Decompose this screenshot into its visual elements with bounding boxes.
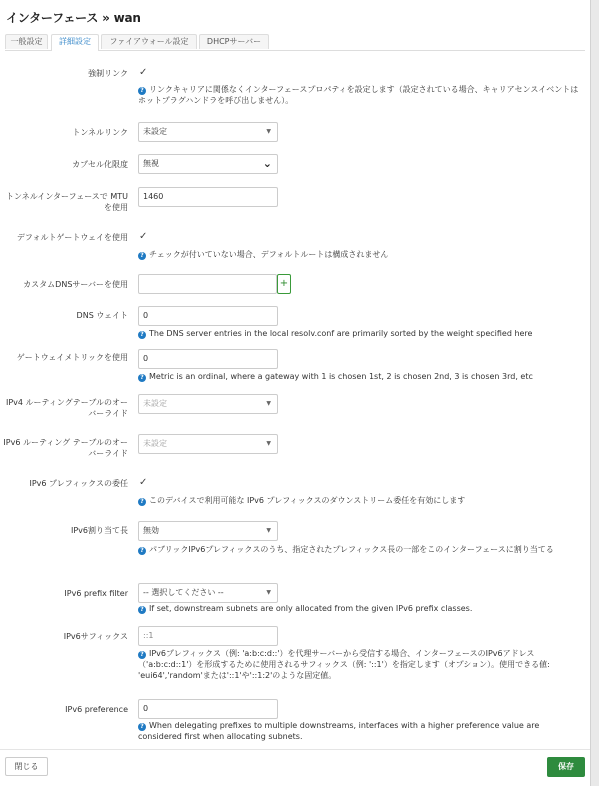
- default-gw-help: ? チェックが付いていない場合、デフォルトルートは構成されません: [138, 249, 583, 260]
- tunnel-link-label: トンネルリンク: [72, 128, 128, 137]
- ipv6-delegate-label: IPv6 プレフィックスの委任: [29, 479, 128, 488]
- ipv6-suffix-input[interactable]: ::1: [138, 626, 278, 646]
- dns-weight-input[interactable]: 0: [138, 306, 278, 326]
- caret-down-icon: ▼: [266, 400, 271, 407]
- gw-metric-label: ゲートウェイメトリックを使用: [16, 353, 128, 362]
- caret-down-icon: ▼: [266, 527, 271, 534]
- default-gw-checkbox[interactable]: ✓: [139, 231, 148, 242]
- ipv6-filter-select[interactable]: -- 選択してください -- ▼: [138, 583, 278, 603]
- help-icon: ?: [138, 723, 146, 731]
- caret-down-icon: ▼: [266, 589, 271, 596]
- help-icon: ?: [138, 252, 146, 260]
- ipv6-delegate-checkbox[interactable]: ✓: [139, 477, 148, 488]
- ipv4-table-select[interactable]: 未設定 ▼: [138, 394, 278, 414]
- footer-divider: [0, 749, 590, 750]
- scrollbar[interactable]: [590, 0, 599, 786]
- help-icon: ?: [138, 87, 146, 95]
- tab-general[interactable]: 一般設定: [5, 34, 48, 49]
- tunnel-mtu-input[interactable]: 1460: [138, 187, 278, 207]
- ipv6-assign-help: ? パブリックIPv6プレフィックスのうち、指定されたプレフィックス長の一部をこのインターフェースに割り当てる: [138, 544, 583, 555]
- default-gw-label: デフォルトゲートウェイを使用: [16, 233, 128, 242]
- ipv6-pref-help: ? When delegating prefixes to multiple downstreams, interfaces with a higher preference value are considered first when allocating subnets.: [138, 721, 540, 741]
- tab-dhcp[interactable]: DHCPサーバー: [199, 34, 269, 49]
- ipv4-table-label: IPv4 ルーティングテーブルのオーバーライド: [5, 398, 128, 418]
- tab-advanced[interactable]: 詳細設定: [51, 34, 99, 51]
- ipv6-filter-help: ? If set, downstream subnets are only allocated from the given IPv6 prefix classes.: [138, 603, 583, 614]
- force-link-label: 強制リンク: [88, 69, 128, 78]
- ipv6-pref-label: IPv6 preference: [65, 705, 128, 714]
- ipv6-pref-input[interactable]: 0: [138, 699, 278, 719]
- ipv6-filter-label: IPv6 prefix filter: [64, 589, 128, 598]
- ipv6-suffix-label: IPv6サフィックス: [63, 632, 128, 641]
- help-icon: ?: [138, 331, 146, 339]
- close-button[interactable]: 閉じる: [5, 757, 48, 776]
- help-icon: ?: [138, 651, 146, 659]
- help-icon: ?: [138, 374, 146, 382]
- gw-metric-help: ? Metric is an ordinal, where a gateway with 1 is chosen 1st, 2 is chosen 2nd, 3 is chosen 3rd, etc: [138, 371, 583, 382]
- ipv6-table-select[interactable]: 未設定 ▼: [138, 434, 278, 454]
- add-dns-button[interactable]: +: [277, 274, 291, 294]
- help-icon: ?: [138, 606, 146, 614]
- help-icon: ?: [138, 547, 146, 555]
- custom-dns-label: カスタムDNSサーバーを使用: [23, 280, 128, 289]
- ipv6-table-label: IPv6 ルーティング テーブルのオーバーライド: [3, 438, 128, 458]
- dns-weight-label: DNS ウェイト: [76, 311, 128, 320]
- encap-limit-select[interactable]: 無視 ⌄: [138, 154, 278, 174]
- tunnel-link-select[interactable]: 未設定 ▼: [138, 122, 278, 142]
- force-link-checkbox[interactable]: ✓: [139, 67, 148, 78]
- encap-limit-label: カプセル化限度: [72, 160, 128, 169]
- caret-down-icon: ▼: [266, 440, 271, 447]
- save-button[interactable]: 保存: [547, 757, 585, 777]
- gw-metric-input[interactable]: 0: [138, 349, 278, 369]
- tab-firewall[interactable]: ファイアウォール設定: [101, 34, 197, 49]
- dns-weight-help: ? The DNS server entries in the local resolv.conf are primarily sorted by the weight specified here: [138, 328, 583, 339]
- ipv6-assign-label: IPv6割り当て長: [70, 526, 128, 535]
- tunnel-mtu-label: トンネルインターフェースで MTUを使用: [5, 192, 128, 212]
- tab-bar: [5, 34, 585, 51]
- ipv6-suffix-help: ? IPv6プレフィックス（例: 'a:b:c:d::'）を代理サーバーから受信する場合、インターフェースのIPv6アドレス（'a:b:c:d::1'）を形成するために使用されるサフィックス（例: '::1'）を指定します（オプション）。使用できる値: 'eui64','random'または'::1'や'::1:2'のような固定値。: [138, 649, 550, 680]
- help-icon: ?: [138, 498, 146, 506]
- page-title: インターフェース » wan: [6, 11, 141, 25]
- ipv6-delegate-help: ? このデバイスで利用可能な IPv6 プレフィックスのダウンストリーム委任を有効にします: [138, 495, 583, 506]
- caret-down-icon: ▼: [266, 128, 271, 135]
- ipv6-assign-select[interactable]: 無効 ▼: [138, 521, 278, 541]
- chevron-down-icon: ⌄: [262, 157, 272, 170]
- custom-dns-input[interactable]: [138, 274, 277, 294]
- force-link-help: ? リンクキャリアに関係なくインターフェースプロパティを設定します（設定されている場合、キャリアセンスイベントはホットプラグハンドラを呼び出しません）。: [138, 85, 579, 105]
